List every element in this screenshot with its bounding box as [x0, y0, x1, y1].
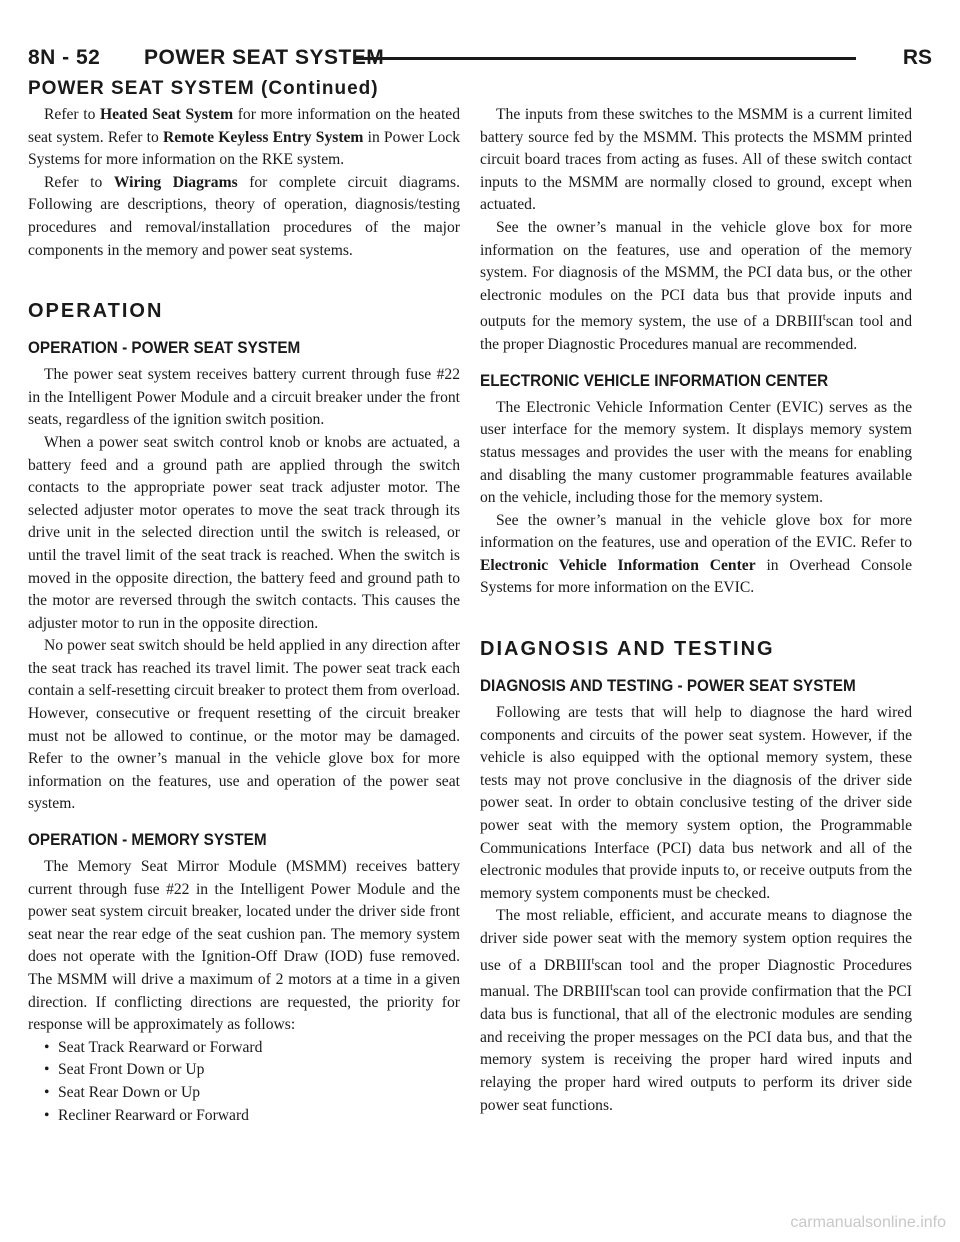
inputs-paragraph-2 [480, 217, 912, 357]
evic-paragraph-2 [480, 510, 912, 600]
intro-paragraph-2 [28, 172, 460, 262]
inputs-paragraph-1: The inputs from these switches to the MSMM is a current limited battery source fed by the MSMM. This protects the MSMM printed circuit board traces from acting as fuses. All of these switch contact inputs to the MSMM are normally closed to ground, except when actuated. [480, 106, 912, 214]
text-run: in Power Lock Systems for more information on the RKE system. [28, 128, 460, 169]
list-item [44, 1059, 460, 1082]
watermark: carmanualsonline.info [790, 1214, 946, 1231]
text-run: scan tool and the proper Diagnostic Procedures manual are recommended. [480, 313, 913, 354]
list-item-text: Seat Rear Down or Up [58, 1083, 201, 1101]
op-memory-heading: OPERATION - MEMORY SYSTEM [28, 830, 267, 850]
op-power-paragraph-2: When a power seat switch control knob or knobs are actuated, a battery feed and a ground path are applied through the switch contacts to the appropriate power seat track adjuster motor. The selected adjuster motor operates to move the seat track through its drive unit in the selected direction until the switch is released, or until the travel limit of the seat track is reached. When the switch is moved in the opposite direction, the battery feed and ground path to the motor are reversed through the switch contacts. This causes the adjuster motor to run in the opposite direction. [28, 433, 460, 632]
continued-heading: POWER SEAT SYSTEM (Continued) [28, 78, 379, 99]
list-item [44, 1082, 460, 1105]
text-run: in Overhead Console Systems for more information on the EVIC. [480, 556, 912, 597]
bullet-icon: • [44, 1083, 50, 1101]
xref-wiring-diagrams: Wiring Diagrams [113, 173, 238, 191]
bullet-icon: • [44, 1061, 50, 1079]
diagnosis-paragraph-2 [480, 905, 912, 1117]
left-column [28, 104, 460, 1127]
diagnosis-paragraph-1: Following are tests that will help to diagnose the hard wired components and circuits of the power seat system. However, if the vehicle is also equipped with the optional memory system, these tests may not prove conclusive in the diagnosis of the driver side power seat. In order to obtain conclusive testing of the driver side power seat with the memory system option, the Programmable Communications Interface (PCI) data bus network and all of the electronic modules that provide inputs to, or receive outputs from the memory system components must be checked. [480, 704, 912, 902]
text-run: See the owner’s manual in the vehicle glove box for more information on the features, use and operation of the memory system. For diagnosis of the MSMM, the PCI data bus, or the other electronic modules on the PCI data bus that provide inputs and outputs for the memory system, the use of a DRBIII [480, 218, 912, 331]
trademark-mark: t [591, 955, 595, 967]
priority-list [28, 1037, 460, 1127]
page-number: 8N - 52 [28, 46, 101, 69]
text-run: for more information on the heated seat system. Refer to [28, 106, 461, 146]
section-title: POWER SEAT SYSTEM [144, 46, 385, 69]
text-run: The most reliable, efficient, and accurate means to diagnose the driver side power seat with the memory system option requires the use of a DRBIII [480, 907, 912, 974]
list-item-text: Recliner Rearward or Forward [58, 1106, 249, 1124]
text-run: scan tool and the proper Diagnostic Procedures manual. The DRBIII [480, 956, 912, 1001]
diagnosis-power-seat-heading: DIAGNOSIS AND TESTING - POWER SEAT SYSTEM [480, 676, 856, 696]
op-power-seat-heading: OPERATION - POWER SEAT SYSTEM [28, 338, 301, 358]
trademark-mark: t [822, 312, 826, 324]
xref-remote-keyless-entry: Remote Keyless Entry System [162, 128, 364, 146]
op-memory-paragraph-1: The Memory Seat Mirror Module (MSMM) receives battery current through fuse #22 in the Intelligent Power Module and the power seat system circuit breaker, located under the driver side front seat near the rear edge of the seat cushion pan. The memory system does not operate with the Ignition-Off Draw (IOD) fuse removed. The MSMM will drive a maximum of 2 motors at a time in a given direction. If conflicting directions are requested, the priority for response will be approximately as follows: [28, 858, 460, 1034]
text-run: Refer to [44, 106, 100, 123]
right-column [480, 104, 912, 1117]
evic-paragraph-1: The Electronic Vehicle Information Center (EVIC) serves as the user interface for the memory system. It displays memory system status messages and provides the user with the means for enabling and disabling the many customer programmable features available on the vehicle, including those for the memory system. [480, 398, 912, 507]
model-code: RS [902, 46, 932, 69]
intro-paragraph-1 [28, 104, 460, 172]
page-header [28, 46, 932, 76]
list-item [44, 1037, 460, 1060]
operation-heading: OPERATION [28, 300, 164, 323]
bullet-icon: • [44, 1106, 50, 1124]
header-rule [356, 57, 856, 60]
evic-heading: ELECTRONIC VEHICLE INFORMATION CENTER [480, 370, 829, 390]
list-item [44, 1105, 460, 1128]
text-run: Refer to [44, 173, 114, 191]
text-run: See the owner’s manual in the vehicle glove box for more information on the features, use and operation of the EVIC. Refer to [480, 511, 912, 552]
diagnosis-heading: DIAGNOSIS AND TESTING [480, 638, 775, 661]
trademark-mark: t [610, 982, 613, 994]
list-item-text: Seat Front Down or Up [58, 1061, 205, 1079]
list-item-text: Seat Track Rearward or Forward [58, 1038, 263, 1056]
text-run: scan tool can provide confirmation that the PCI data bus is functional, that all of the electronic modules are sending and receiving the proper messages on the PCI data bus, and that the memory system is receiving the proper hard wired inputs and relaying the proper hard wired outputs to perform its driver side power seat functions. [480, 983, 912, 1114]
op-power-paragraph-1: The power seat system receives battery current through fuse #22 in the Intelligent Power Module and a circuit breaker under the front seats, regardless of the ignition switch position. [28, 366, 460, 429]
xref-heated-seat-system: Heated Seat System [100, 106, 234, 123]
op-power-paragraph-3: No power seat switch should be held applied in any direction after the seat track has reached its travel limit. The power seat track each contain a self-resetting circuit breaker to protect them from overload. However, consecutive or frequent resetting of the circuit breaker must not be allowed to continue, or the motor may be damaged. Refer to the owner’s manual in the vehicle glove box for more information on the features, use and operation of the power seat system. [28, 637, 460, 813]
xref-evic: Electronic Vehicle Information Center [480, 556, 756, 574]
bullet-icon: • [44, 1038, 50, 1056]
text-run: for complete circuit diagrams. Following are descriptions, theory of operation, diagnosis/testing procedures and removal/installation procedures of the major components in the memory and power seat systems. [28, 173, 460, 259]
